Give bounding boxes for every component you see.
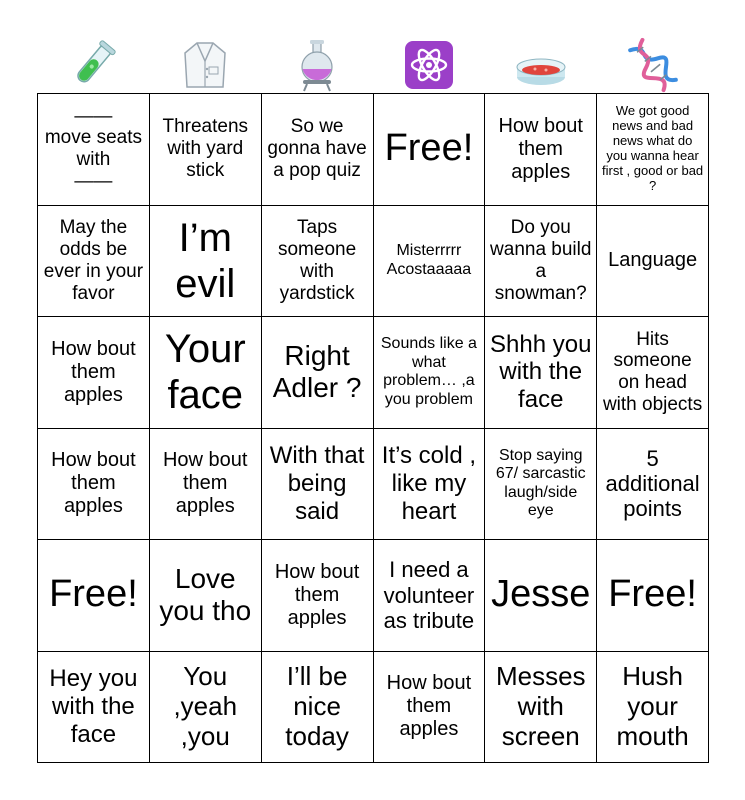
atom-symbol-icon	[373, 36, 485, 94]
bingo-cell[interactable]: With that being said	[262, 429, 374, 541]
bingo-cell[interactable]: I’m evil	[150, 206, 262, 318]
bingo-cell[interactable]: Taps someone with yardstick	[262, 206, 374, 318]
lab-coat-icon	[149, 36, 261, 94]
bingo-board	[37, 93, 709, 763]
bingo-cell[interactable]: Threatens with yard stick	[150, 94, 262, 206]
bingo-cell[interactable]: Stop saying 67/ sarcastic laugh/side eye	[485, 429, 597, 541]
bingo-cell[interactable]: How bout them apples	[262, 540, 374, 652]
bingo-cell[interactable]: You ,yeah ,you	[150, 652, 262, 764]
flask-icon	[261, 36, 373, 94]
bingo-cell[interactable]: How bout them apples	[38, 317, 150, 429]
bingo-cell[interactable]: How bout them apples	[150, 429, 262, 541]
test-tube-icon	[37, 36, 149, 94]
bingo-cell[interactable]: Love you tho	[150, 540, 262, 652]
bingo-cell[interactable]: I need a volunteer as tribute	[374, 540, 486, 652]
bingo-cell[interactable]: How bout them apples	[485, 94, 597, 206]
bingo-cell[interactable]: Messes with screen	[485, 652, 597, 764]
bingo-cell[interactable]: How bout them apples	[38, 429, 150, 541]
bingo-cell[interactable]: Hey you with the face	[38, 652, 150, 764]
free-space-cell[interactable]: Free!	[38, 540, 150, 652]
bingo-cell[interactable]: Misterrrrr Acostaaaaa	[374, 206, 486, 318]
bingo-cell[interactable]: Shhh you with the face	[485, 317, 597, 429]
bingo-cell[interactable]: It’s cold , like my heart	[374, 429, 486, 541]
free-space-cell[interactable]: Free!	[597, 540, 709, 652]
free-space-cell[interactable]: Free!	[374, 94, 486, 206]
bingo-cell[interactable]: I’ll be nice today	[262, 652, 374, 764]
bingo-header	[37, 36, 709, 94]
bingo-cell[interactable]: May the odds be ever in your favor	[38, 206, 150, 318]
bingo-cell[interactable]: —— move seats with ——	[38, 94, 150, 206]
bingo-cell[interactable]: Hits someone on head with objects	[597, 317, 709, 429]
petri-dish-icon	[485, 36, 597, 94]
bingo-cell[interactable]: We got good news and bad news what do you wanna hear first , good or bad ?	[597, 94, 709, 206]
bingo-cell[interactable]: How bout them apples	[374, 652, 486, 764]
bingo-cell[interactable]: Jesse	[485, 540, 597, 652]
bingo-cell[interactable]: 5 additional points	[597, 429, 709, 541]
bingo-cell[interactable]: Hush your mouth	[597, 652, 709, 764]
bingo-cell[interactable]: So we gonna have a pop quiz	[262, 94, 374, 206]
dna-icon	[597, 36, 709, 94]
bingo-cell[interactable]: Do you wanna build a snowman?	[485, 206, 597, 318]
bingo-cell[interactable]: Language	[597, 206, 709, 318]
bingo-cell[interactable]: Right Adler ?	[262, 317, 374, 429]
bingo-cell[interactable]: Your face	[150, 317, 262, 429]
bingo-cell[interactable]: Sounds like a what problem… ,a you problem	[374, 317, 486, 429]
